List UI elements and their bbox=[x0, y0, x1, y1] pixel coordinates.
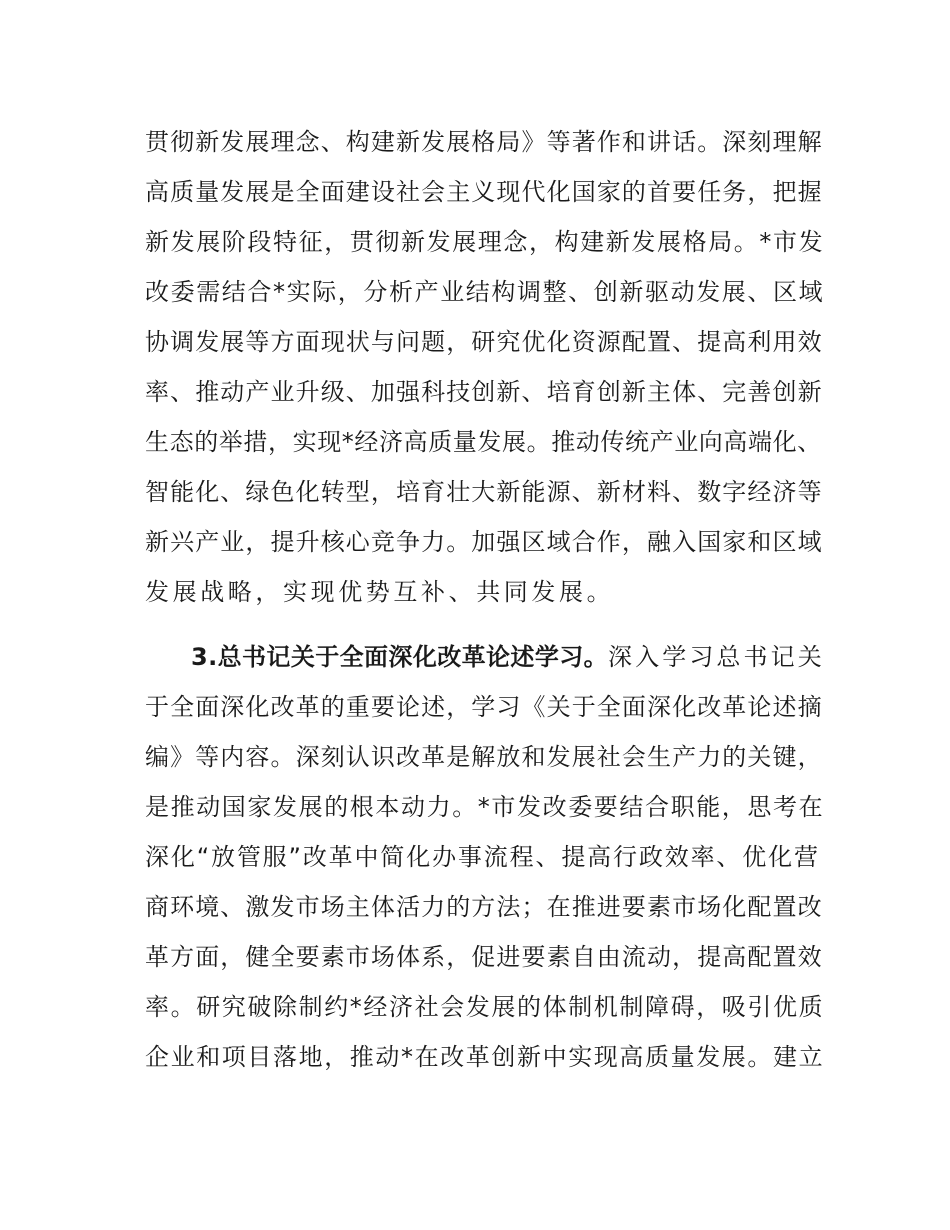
paragraph-2-line-1-rest: 深入学习总书记关 bbox=[608, 643, 825, 671]
paragraph-1-line-7: 生态的举措，实现*经济高质量发展。推动传统产业向高端化、 bbox=[145, 428, 822, 456]
paragraph-2-line-5: 深化“放管服”改革中简化办事流程、提高行政效率、优化营 bbox=[145, 843, 820, 871]
paragraph-1-line-5: 协调发展等方面现状与问题，研究优化资源配置、提高利用效 bbox=[145, 328, 823, 356]
section-heading: 3.总书记关于全面深化改革论述学习。 bbox=[191, 643, 609, 671]
paragraph-2-line-8: 率。研究破除制约*经济社会发展的体制机制障碍，吸引优质 bbox=[145, 993, 825, 1021]
paragraph-1-line-8: 智能化、绿色化转型，培育壮大新能源、新材料、数字经济等 bbox=[145, 478, 823, 506]
paragraph-1-line-9: 新兴产业，提升核心竞争力。加强区域合作，融入国家和区域 bbox=[145, 528, 823, 556]
paragraph-2-line-1 bbox=[191, 632, 825, 682]
paragraph-2-line-2: 于全面深化改革的重要论述，学习《关于全面深化改革论述摘 bbox=[145, 693, 823, 721]
paragraph-2-line-7: 革方面，健全要素市场体系，促进要素自由流动，提高配置效 bbox=[145, 943, 823, 971]
paragraph-1-line-2: 高质量发展是全面建设社会主义现代化国家的首要任务，把握 bbox=[145, 178, 823, 206]
paragraph-1-line-10: 发展战略，实现优势互补、共同发展。 bbox=[145, 578, 615, 606]
paragraph-1-line-1: 贯彻新发展理念、构建新发展格局》等著作和讲话。深刻理解 bbox=[145, 128, 823, 156]
paragraph-1-line-3: 新发展阶段特征，贯彻新发展理念，构建新发展格局。*市发 bbox=[145, 228, 825, 256]
paragraph-1-line-4: 改委需结合*实际，分析产业结构调整、创新驱动发展、区域 bbox=[145, 278, 825, 306]
paragraph-1-line-6: 率、推动产业升级、加强科技创新、培育创新主体、完善创新 bbox=[145, 378, 823, 406]
paragraph-2-line-3: 编》等内容。深刻认识改革是解放和发展社会生产力的关键， bbox=[145, 743, 823, 771]
paragraph-2-line-9: 企业和项目落地，推动*在改革创新中实现高质量发展。建立 bbox=[145, 1043, 825, 1071]
paragraph-2-line-6: 商环境、激发市场主体活力的方法；在推进要素市场化配置改 bbox=[145, 893, 823, 921]
paragraph-2-line-4: 是推动国家发展的根本动力。*市发改委要结合职能，思考在 bbox=[145, 793, 825, 821]
